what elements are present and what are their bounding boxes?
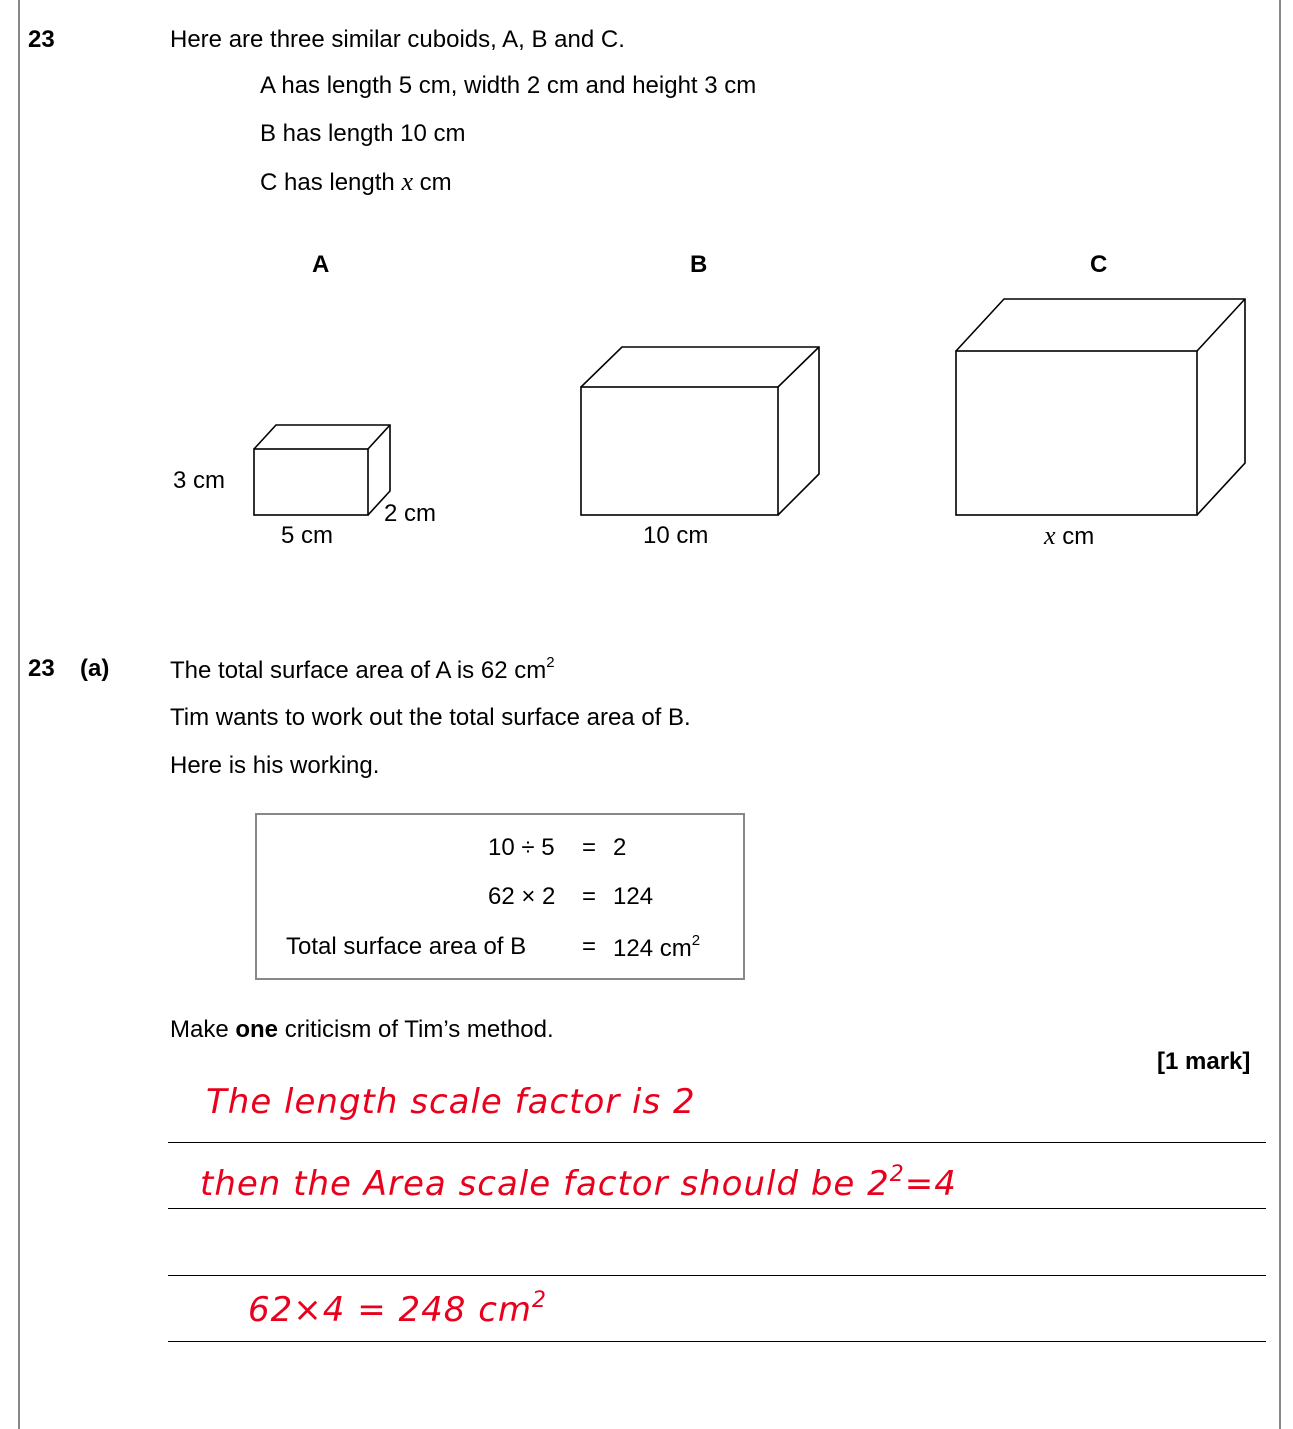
part-label: (a) xyxy=(80,655,110,682)
cuboid-a-shape xyxy=(254,425,390,515)
answer-line-2 xyxy=(168,1208,1266,1209)
answer-line-3 xyxy=(168,1275,1266,1276)
question-number: 23 xyxy=(28,26,55,53)
handwritten-line-3-superscript: 2 xyxy=(532,1287,548,1313)
working-row2-equals: = xyxy=(582,883,597,910)
handwritten-line-3-text: 62×4 = 248 cm xyxy=(248,1290,533,1330)
working-row3-superscript: 2 xyxy=(691,932,701,949)
handwritten-line-2-end: =4 xyxy=(904,1164,957,1204)
surface-area-superscript: 2 xyxy=(546,654,555,671)
tim-wants-text: Tim wants to work out the total surface area of B. xyxy=(170,704,691,731)
cuboid-c-length-label xyxy=(1044,522,1094,551)
cuboid-b-label: B xyxy=(690,251,708,278)
instruction-prefix: Make xyxy=(170,1016,236,1043)
cuboid-c-length-unit: cm xyxy=(1062,523,1095,550)
cuboid-b-description: B has length 10 cm xyxy=(260,120,466,147)
surface-area-statement xyxy=(170,654,555,685)
cuboid-a-description: A has length 5 cm, width 2 cm and height 3 cm xyxy=(260,72,757,99)
cuboid-b-shape xyxy=(581,347,819,515)
handwritten-line-2-superscript: 2 xyxy=(889,1161,905,1187)
cuboid-a-height-label: 3 cm xyxy=(173,467,226,494)
cuboid-c-shape xyxy=(956,299,1245,515)
working-row1-right: 2 xyxy=(613,834,627,861)
cuboid-c-length-variable: x xyxy=(1044,521,1056,550)
answer-line-4 xyxy=(168,1341,1266,1342)
cuboid-a-length-label: 5 cm xyxy=(281,522,334,549)
cuboid-c-variable: x xyxy=(401,167,413,196)
handwritten-answer-line-2 xyxy=(200,1161,957,1204)
answer-line-1 xyxy=(168,1142,1266,1143)
working-row2-right: 124 xyxy=(613,883,654,910)
instruction-suffix: criticism of Tim’s method. xyxy=(278,1016,554,1043)
working-row1-left: 10 ÷ 5 xyxy=(488,834,555,861)
handwritten-answer-line-3 xyxy=(248,1287,548,1330)
working-row3-value: 124 cm xyxy=(613,935,692,962)
cuboid-c-unit: cm xyxy=(419,169,452,196)
cuboid-b-length-label: 10 cm xyxy=(643,522,709,549)
surface-area-text: The total surface area of A is 62 cm xyxy=(170,657,547,684)
part-question-number: 23 xyxy=(28,655,55,682)
cuboids-diagram xyxy=(0,0,1293,600)
cuboid-a-width-label: 2 cm xyxy=(384,500,437,527)
marks-label: [1 mark] xyxy=(1157,1048,1251,1075)
handwritten-line-2-text: then the Area scale factor should be 2 xyxy=(200,1164,890,1204)
cuboid-c-label: C xyxy=(1090,251,1108,278)
question-intro: Here are three similar cuboids, A, B and C. xyxy=(170,26,625,53)
cuboid-c-prefix: C has length xyxy=(260,169,395,196)
working-row3-right xyxy=(613,932,701,963)
criticism-instruction xyxy=(170,1016,554,1044)
cuboid-a-label: A xyxy=(312,251,330,278)
instruction-bold: one xyxy=(235,1016,279,1043)
working-intro: Here is his working. xyxy=(170,752,380,779)
working-row1-equals: = xyxy=(582,834,597,861)
working-row2-left: 62 × 2 xyxy=(488,883,556,910)
handwritten-answer-line-1: The length scale factor is 2 xyxy=(206,1082,696,1122)
working-row3-left: Total surface area of B xyxy=(286,933,527,960)
working-row3-equals: = xyxy=(582,933,597,960)
